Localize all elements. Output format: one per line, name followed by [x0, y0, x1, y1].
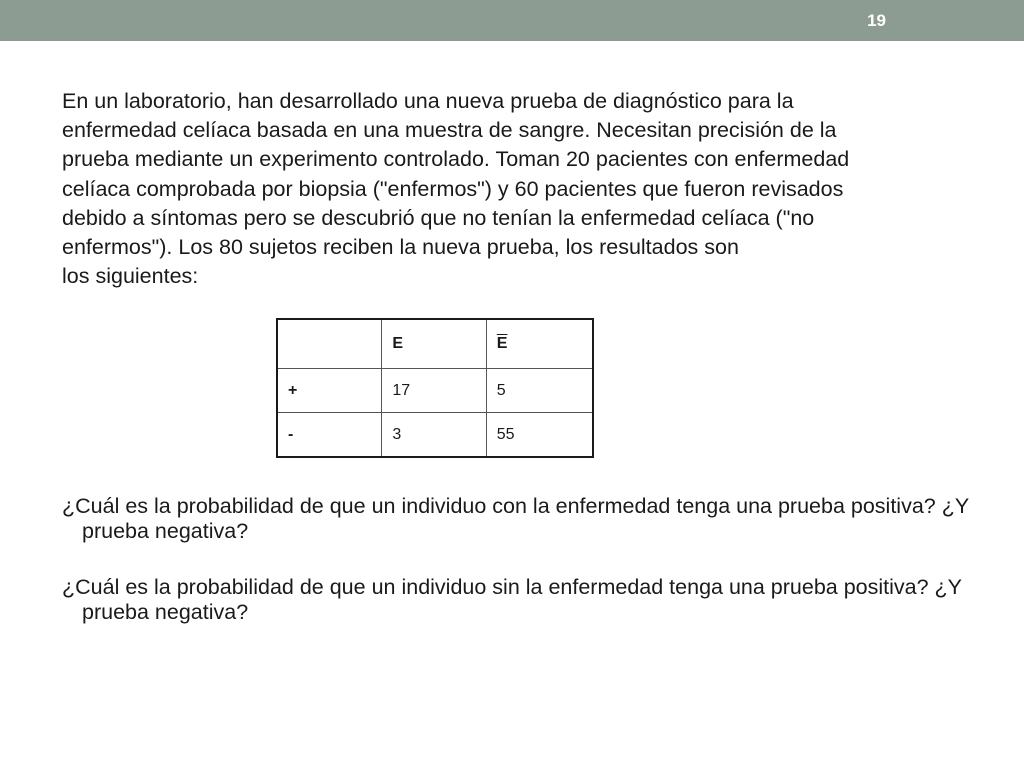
header-no-disease-label: $\overline{E}$ — [496, 335, 508, 352]
header-no-disease — [486, 319, 593, 369]
header-disease: E — [382, 319, 486, 369]
problem-statement: En un laboratorio, han desarrollado una nueva prueba de diagnóstico para la enfermedad celíaca basada en una muestra de sangre. Necesitan precisión de la prueba mediante un experimento controlado. Toman 20 pacientes con enfermedad celíaca comprobada por biopsia ("enfermos") y 60 pacientes que fueron revisados debido a síntomas pero se descubrió que no tenían la enfermedad celíaca ("no enfermos"). Los 80 sujetos reciben la nueva prueba, los resultados son los siguientes: — [62, 89, 850, 289]
question-without-disease: ¿Cuál es la probabilidad de que un individuo sin la enfermedad tenga una prueba positiva? ¿Y prueba negativa? — [62, 575, 962, 624]
cell-positive-no-disease: 5 — [486, 369, 593, 413]
slide-number: 19 — [867, 11, 886, 30]
row-label-positive: + — [277, 369, 382, 413]
table-row-positive — [277, 369, 593, 413]
contingency-table — [276, 318, 594, 458]
table-row-negative — [277, 413, 593, 458]
question-with-disease: ¿Cuál es la probabilidad de que un individuo con la enfermedad tenga una prueba positiva? ¿Y prueba negativa? — [62, 494, 969, 543]
cell-negative-disease: 3 — [382, 413, 486, 458]
table-corner-cell — [277, 319, 382, 369]
cell-positive-disease: 17 — [382, 369, 486, 413]
slide-header-bar — [0, 0, 1024, 41]
row-label-negative: - — [277, 413, 382, 458]
cell-negative-no-disease: 55 — [486, 413, 593, 458]
table-header-row — [277, 319, 593, 369]
